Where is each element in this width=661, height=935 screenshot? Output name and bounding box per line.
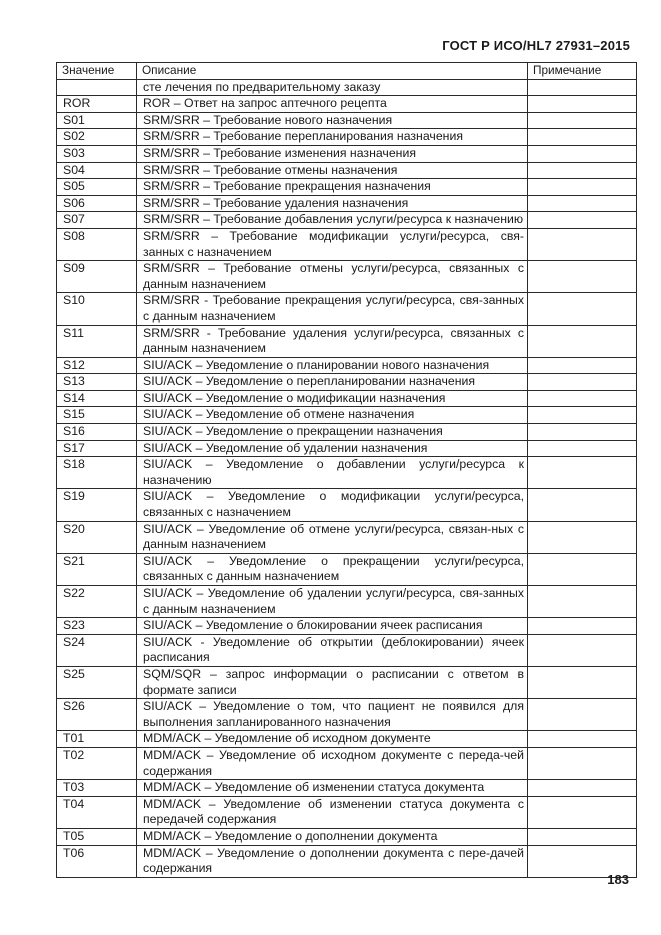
code-cell: S15 — [57, 407, 137, 424]
description-cell: SIU/ACK – Уведомление об отмене назначения — [137, 407, 528, 424]
description-cell: SRM/SRR – Требование нового назначения — [137, 112, 528, 129]
description-cell: MDM/ACK – Уведомление об изменении статуса документа с передачей содержания — [137, 796, 528, 828]
code-cell: S11 — [57, 325, 137, 357]
note-cell — [528, 79, 637, 96]
description-cell: SIU/ACK – Уведомление о прекращении назначения — [137, 424, 528, 441]
note-cell — [528, 796, 637, 828]
description-cell: ROR – Ответ на запрос аптечного рецепта — [137, 96, 528, 113]
code-cell: T05 — [57, 828, 137, 845]
table-row — [57, 457, 637, 489]
table-row — [57, 489, 637, 521]
table-row — [57, 195, 637, 212]
document-header: ГОСТ Р ИСО/HL7 27931–2015 — [442, 38, 630, 53]
code-cell: ROR — [57, 96, 137, 113]
table-row — [57, 228, 637, 260]
description-cell: SIU/ACK – Уведомление об удалении назначения — [137, 440, 528, 457]
table-row — [57, 553, 637, 585]
note-cell — [528, 699, 637, 731]
table-row — [57, 845, 637, 877]
note-cell — [528, 293, 637, 325]
note-cell — [528, 618, 637, 635]
note-cell — [528, 261, 637, 293]
table-row — [57, 162, 637, 179]
code-cell: S09 — [57, 261, 137, 293]
code-cell: T01 — [57, 731, 137, 748]
code-cell: S06 — [57, 195, 137, 212]
table-row — [57, 780, 637, 797]
note-cell — [528, 828, 637, 845]
description-cell: SIU/ACK – Уведомление об отмене услуги/ресурса, связан-ных с данным назначением — [137, 521, 528, 553]
table-row — [57, 374, 637, 391]
note-cell — [528, 747, 637, 779]
description-cell: SRM/SRR – Требование добавления услуги/ресурса к назначению — [137, 212, 528, 229]
description-cell: SIU/ACK – Уведомление об удалении услуги/ресурса, свя-занных с данным назначением — [137, 586, 528, 618]
table-row — [57, 666, 637, 698]
table-row — [57, 357, 637, 374]
table-row — [57, 699, 637, 731]
page-number: 183 — [607, 872, 629, 887]
code-cell: S17 — [57, 440, 137, 457]
code-cell: S03 — [57, 145, 137, 162]
note-cell — [528, 112, 637, 129]
note-cell — [528, 374, 637, 391]
note-cell — [528, 162, 637, 179]
note-cell — [528, 228, 637, 260]
description-cell: SIU/ACK – Уведомление о модификации назначения — [137, 390, 528, 407]
table-row — [57, 145, 637, 162]
note-cell — [528, 731, 637, 748]
note-cell — [528, 424, 637, 441]
description-cell: MDM/ACK – Уведомление о дополнении документа с пере-дачей содержания — [137, 845, 528, 877]
code-cell: S23 — [57, 618, 137, 635]
code-cell: S21 — [57, 553, 137, 585]
description-cell: MDM/ACK – Уведомление о дополнении документа — [137, 828, 528, 845]
description-cell: SIU/ACK – Уведомление о модификации услуги/ресурса, связанных с назначением — [137, 489, 528, 521]
note-cell — [528, 129, 637, 146]
code-cell: S07 — [57, 212, 137, 229]
table-header-row — [57, 63, 637, 80]
table-row — [57, 440, 637, 457]
table-row — [57, 618, 637, 635]
description-cell: сте лечения по предварительному заказу — [137, 79, 528, 96]
description-cell: SIU/ACK – Уведомление о блокировании ячеек расписания — [137, 618, 528, 635]
note-cell — [528, 96, 637, 113]
description-cell: MDM/ACK – Уведомление об изменении статуса документа — [137, 780, 528, 797]
code-cell: S16 — [57, 424, 137, 441]
note-cell — [528, 666, 637, 698]
note-cell — [528, 212, 637, 229]
description-cell: SRM/SRR – Требование изменения назначения — [137, 145, 528, 162]
note-cell — [528, 195, 637, 212]
note-cell — [528, 325, 637, 357]
table-body — [57, 79, 637, 877]
table-row — [57, 212, 637, 229]
description-cell: SRM/SRR – Требование прекращения назначения — [137, 179, 528, 196]
description-cell: SIU/ACK – Уведомление о добавлении услуги/ресурса к назначению — [137, 457, 528, 489]
note-cell — [528, 521, 637, 553]
description-cell: SQM/SQR – запрос информации о расписании с ответом в формате записи — [137, 666, 528, 698]
table-row — [57, 325, 637, 357]
description-cell: SIU/ACK – Уведомление о планировании нового назначения — [137, 357, 528, 374]
code-cell: S04 — [57, 162, 137, 179]
description-cell: SRM/SRR – Требование отмены услуги/ресурса, связанных с данным назначением — [137, 261, 528, 293]
note-cell — [528, 357, 637, 374]
note-cell — [528, 145, 637, 162]
description-cell: SIU/ACK – Уведомление о перепланировании назначения — [137, 374, 528, 391]
table-row — [57, 390, 637, 407]
codes-table — [56, 62, 637, 878]
note-cell — [528, 457, 637, 489]
code-cell: S01 — [57, 112, 137, 129]
description-cell: SIU/ACK – Уведомление о прекращении услуги/ресурса, связанных с данным назначением — [137, 553, 528, 585]
code-cell: S18 — [57, 457, 137, 489]
table-row — [57, 129, 637, 146]
note-cell — [528, 407, 637, 424]
code-cell: S13 — [57, 374, 137, 391]
table-row — [57, 112, 637, 129]
code-cell: S08 — [57, 228, 137, 260]
table-row — [57, 293, 637, 325]
table-row — [57, 828, 637, 845]
table-row — [57, 79, 637, 96]
note-cell — [528, 179, 637, 196]
description-cell: SRM/SRR – Требование отмены назначения — [137, 162, 528, 179]
code-cell: S22 — [57, 586, 137, 618]
table-row — [57, 796, 637, 828]
code-cell: S24 — [57, 634, 137, 666]
code-cell: S14 — [57, 390, 137, 407]
table-row — [57, 424, 637, 441]
note-cell — [528, 390, 637, 407]
description-cell: SRM/SRR – Требование модификации услуги/ресурса, свя-занных с назначением — [137, 228, 528, 260]
table-row — [57, 261, 637, 293]
description-cell: SRM/SRR - Требование прекращения услуги/ресурса, свя-занных с данным назначением — [137, 293, 528, 325]
note-cell — [528, 440, 637, 457]
description-cell: MDM/ACK – Уведомление об исходном документе — [137, 731, 528, 748]
code-cell: S10 — [57, 293, 137, 325]
table-row — [57, 586, 637, 618]
table-row — [57, 407, 637, 424]
code-cell: S12 — [57, 357, 137, 374]
code-cell: S25 — [57, 666, 137, 698]
code-cell: S02 — [57, 129, 137, 146]
table-row — [57, 731, 637, 748]
code-cell — [57, 79, 137, 96]
description-cell: SIU/ACK – Уведомление о том, что пациент не появился для выполнения запланированного назначения — [137, 699, 528, 731]
code-cell: T04 — [57, 796, 137, 828]
column-header-code: Значение — [57, 63, 137, 80]
column-header-description: Описание — [137, 63, 528, 80]
description-cell: SRM/SRR – Требование перепланирования назначения — [137, 129, 528, 146]
description-cell: SIU/ACK - Уведомление об открытии (деблокировании) ячеек расписания — [137, 634, 528, 666]
table-row — [57, 179, 637, 196]
table-row — [57, 747, 637, 779]
note-cell — [528, 780, 637, 797]
note-cell — [528, 553, 637, 585]
code-cell: T02 — [57, 747, 137, 779]
code-cell: S05 — [57, 179, 137, 196]
code-cell: S20 — [57, 521, 137, 553]
code-cell: S26 — [57, 699, 137, 731]
table-row — [57, 96, 637, 113]
code-cell: T03 — [57, 780, 137, 797]
code-cell: S19 — [57, 489, 137, 521]
note-cell — [528, 634, 637, 666]
description-cell: MDM/ACK – Уведомление об исходном документе с переда-чей содержания — [137, 747, 528, 779]
column-header-note: Примечание — [528, 63, 637, 80]
code-cell: T06 — [57, 845, 137, 877]
description-cell: SRM/SRR - Требование удаления услуги/ресурса, связанных с данным назначением — [137, 325, 528, 357]
table-row — [57, 634, 637, 666]
table-row — [57, 521, 637, 553]
note-cell — [528, 489, 637, 521]
note-cell — [528, 586, 637, 618]
description-cell: SRM/SRR – Требование удаления назначения — [137, 195, 528, 212]
